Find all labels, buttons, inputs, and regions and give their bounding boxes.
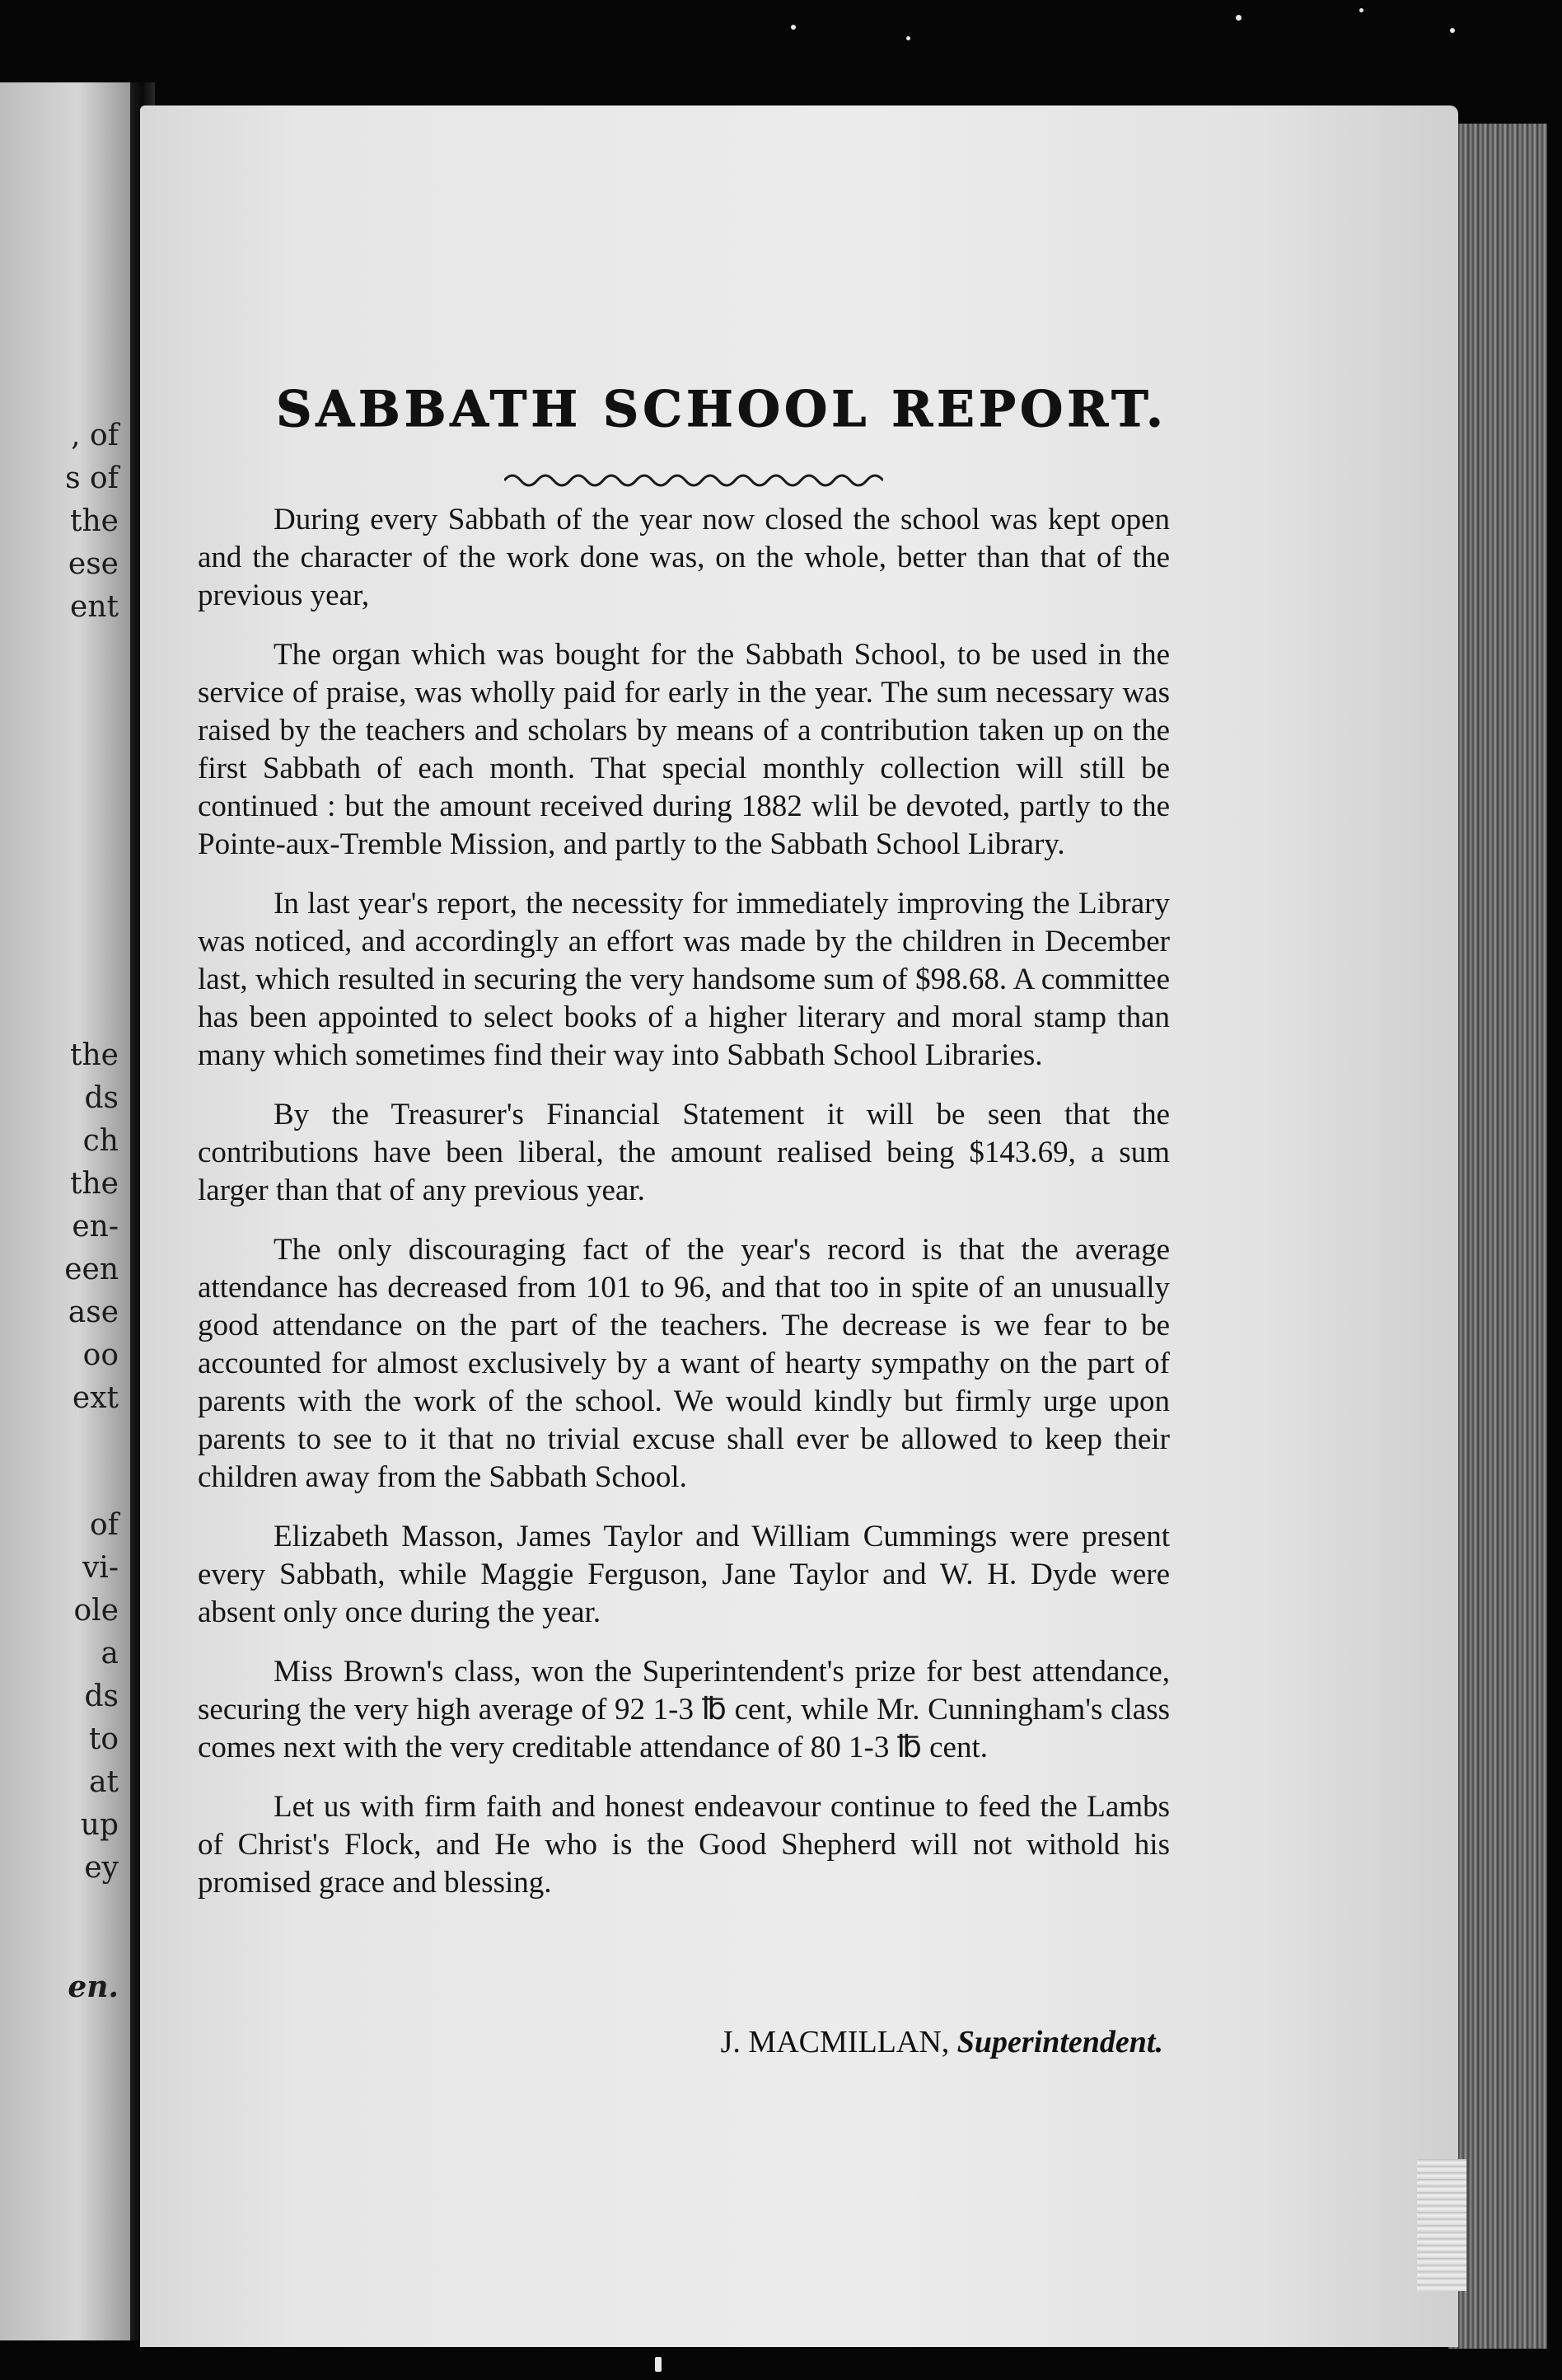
left-page-fragment: the — [70, 1038, 119, 1072]
left-page-edge — [0, 82, 130, 2340]
paragraph: The organ which was bought for the Sabbath School, to be used in the service of praise, was wholly paid for early in the year. The sum necessary was raised by the teachers and scholars by means of a contribution taken up on the first Sabbath of each month. That special monthly collection will still be continued : but the amount received during 1882 wlil be devoted, partly to the Pointe-aux-Tremble Mission, and partly to the Sabbath School Library. — [198, 638, 1170, 861]
dust-speck — [1450, 28, 1455, 33]
paragraph: Miss Brown's class, won the Superintendent's prize for best attendance, securing the very high average of 92 1-3 ℔ cent, while Mr. Cunningham's class comes next with the very creditable attendance of 80 1-3 ℔ cent. — [198, 1655, 1170, 1764]
left-page-fragment: ase — [68, 1295, 119, 1329]
left-page-fragment: en- — [72, 1210, 119, 1244]
paragraph: The only discouraging fact of the year's record is that the average attendance has decreased from 101 to 96, and that too in spite of an unusually good attendance on the part of the teachers. The decrease is we fear to be accounted for almost exclusively by a want of hearty sympathy on the part of parents with the work of the school. We would kindly but firmly urge upon parents to see to it that no trivial excuse shall ever be allowed to keep their children away from the Sabbath School. — [198, 1233, 1170, 1494]
paragraph: Elizabeth Masson, James Taylor and William Cummings were present every Sabbath, while Maggie Ferguson, Jane Taylor and W. H. Dyde were absent only once during the year. — [198, 1520, 1170, 1629]
left-page-fragment: vi- — [82, 1551, 119, 1585]
left-page-fragment: at — [89, 1765, 119, 1799]
paragraph: In last year's report, the necessity for immediately improving the Library was noticed, and accordingly an effort was made by the children in December last, which resulted in securing the very handsome sum of $98.68. A committee has been appointed to select books of a higher literary and moral stamp than many which sometimes find their way into Sabbath School Libraries. — [198, 887, 1170, 1072]
left-page-fragment: oo — [82, 1338, 119, 1372]
dust-speck — [791, 25, 796, 30]
left-page-fragment: en. — [68, 1970, 119, 2004]
left-page-fragment: ent — [70, 590, 119, 624]
left-page-fragment: ole — [73, 1594, 119, 1628]
left-page-fragment: the — [70, 504, 119, 538]
left-page-fragment: ext — [72, 1381, 119, 1415]
left-page-fragment: of — [90, 1508, 119, 1542]
wavy-rule-ornament — [504, 468, 883, 493]
left-page-fragment: to — [88, 1722, 119, 1756]
left-page-fragment: een — [64, 1253, 119, 1286]
left-page-fragment: s of — [65, 461, 119, 495]
signature-name: J. MACMILLAN, — [720, 2025, 950, 2059]
left-page-fragment: ey — [84, 1851, 119, 1885]
dust-speck — [1236, 15, 1242, 21]
page-edge-tab — [1417, 2159, 1466, 2291]
left-page-fragment: the — [70, 1167, 119, 1201]
left-page-fragment: ds — [84, 1081, 119, 1115]
report-body — [198, 501, 1170, 1923]
signature-role: Superintendent. — [956, 2025, 1163, 2059]
paragraph: Let us with firm faith and honest endeavour continue to feed the Lambs of Christ's Flock, and He who is the Good Shepherd will not withold his promised grace and blessing. — [198, 1790, 1170, 1900]
paragraph: By the Treasurer's Financial Statement it will be seen that the contributions have been liberal, the amount realised being $143.69, a sum larger than that of any previous year. — [198, 1098, 1170, 1207]
left-page-fragment: up — [80, 1808, 119, 1842]
left-page-fragment: ese — [68, 547, 119, 581]
page-title: SABBATH SCHOOL REPORT. — [276, 381, 1167, 438]
left-page-fragment: a — [101, 1637, 119, 1670]
left-page-fragment: ds — [84, 1680, 119, 1713]
left-page-fragment: , of — [71, 419, 119, 452]
signature-line — [198, 2024, 1163, 2060]
left-page-fragment: ch — [82, 1124, 119, 1158]
dust-speck — [906, 36, 910, 40]
book-page-edges — [1448, 124, 1547, 2349]
paragraph: During every Sabbath of the year now closed the school was kept open and the character of the work done was, on the whole, better than that of the previous year, — [198, 503, 1170, 612]
dust-speck — [655, 2357, 662, 2372]
dust-speck — [1359, 8, 1363, 12]
